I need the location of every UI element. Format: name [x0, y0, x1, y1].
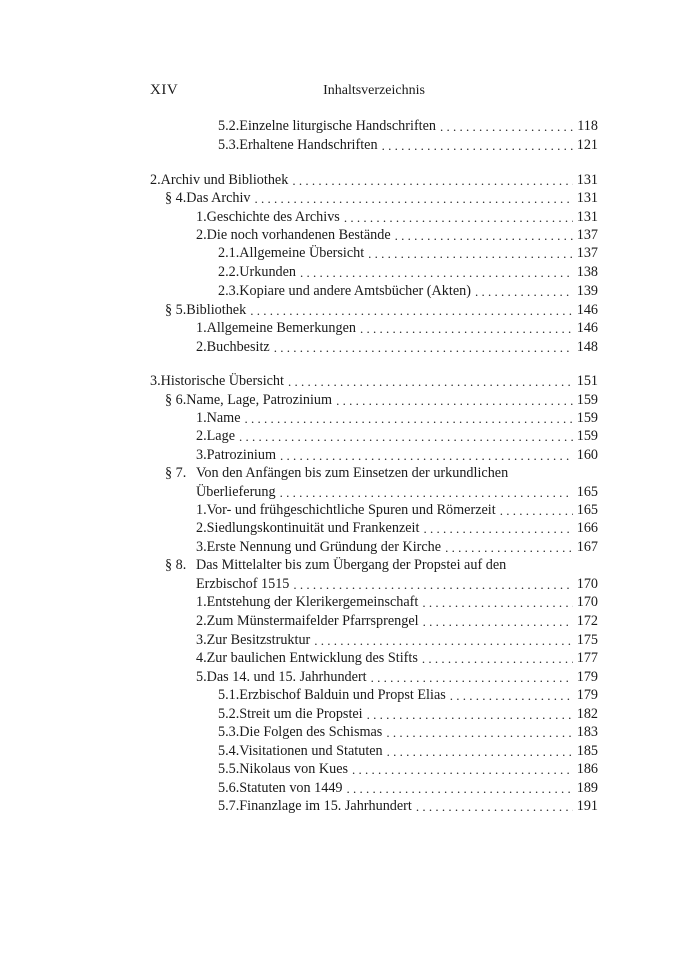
- toc-entry: [218, 136, 598, 155]
- toc-entry-title: Zur Besitzstruktur: [206, 632, 311, 648]
- toc-entry: [196, 575, 598, 594]
- toc-entry-number: 2.: [196, 428, 207, 444]
- toc-entry-title: Die noch vorhandenen Bestände: [206, 227, 391, 243]
- dot-leader: [280, 483, 573, 502]
- toc-entry: [196, 409, 598, 428]
- page-number: XIV: [150, 82, 179, 98]
- toc-entry-number: 3.: [196, 539, 207, 555]
- toc-entry-number: 1.: [196, 320, 207, 336]
- toc-entry-page: 138: [576, 264, 598, 280]
- toc-entry-page: 165: [576, 502, 598, 518]
- toc-entry: [196, 226, 598, 245]
- dot-leader: [245, 409, 573, 428]
- toc-entry-title: Name: [206, 410, 241, 426]
- toc-entry-number: 5.3.: [218, 137, 240, 153]
- toc-entry-title: Kopiare und andere Amtsbücher (Akten): [239, 283, 471, 299]
- toc-entry-page: 179: [576, 669, 598, 685]
- dot-leader: [293, 575, 572, 594]
- toc-entry-page: 146: [576, 302, 598, 318]
- toc-entry: [196, 427, 598, 446]
- dot-leader: [423, 519, 572, 538]
- toc-entry: [150, 171, 598, 190]
- toc-entry: [196, 446, 598, 465]
- toc-entry-number: 5.2.: [218, 118, 240, 134]
- toc-entry-title: Buchbesitz: [206, 339, 270, 355]
- toc-entry-title: Einzelne liturgische Handschriften: [239, 118, 437, 134]
- dot-leader: [352, 760, 573, 779]
- toc-entry: [165, 464, 598, 483]
- toc-entry-title: Erzbischof 1515: [196, 576, 290, 592]
- dot-leader: [336, 391, 573, 410]
- dot-leader: [292, 171, 572, 190]
- toc-entry: [196, 519, 598, 538]
- toc-entry: [196, 319, 598, 338]
- toc-entry: [196, 501, 598, 520]
- toc-entry-page: 183: [576, 724, 598, 740]
- toc-entry-page: 131: [576, 190, 598, 206]
- toc-entry-page: 186: [576, 761, 598, 777]
- toc-entry-number: 5.7.: [218, 798, 240, 814]
- toc-entry: [196, 338, 598, 357]
- toc-entry-number: 2.: [196, 613, 207, 629]
- toc-entry-page: 137: [576, 245, 598, 261]
- toc-entry: [165, 301, 598, 320]
- toc-entry-title: Von den Anfängen bis zum Einsetzen der urkundlichen: [196, 465, 509, 481]
- toc-entry-title: Name, Lage, Patrozinium: [186, 392, 333, 408]
- page-header: [150, 82, 598, 102]
- toc-entry-title: Das Archiv: [186, 190, 251, 206]
- toc-entry-title: Allgemeine Übersicht: [239, 245, 365, 261]
- toc-entry-number: § 6.: [165, 392, 187, 408]
- toc-entry: [196, 612, 598, 631]
- toc-entry-title: Vor- und frühgeschichtliche Spuren und Römerzeit: [206, 502, 496, 518]
- toc-entry-title: Historische Übersicht: [160, 373, 284, 389]
- toc-entry-page: 189: [576, 780, 598, 796]
- dot-leader: [368, 244, 573, 263]
- toc-entry-number: 1.: [196, 594, 207, 610]
- dot-leader: [450, 686, 573, 705]
- dot-leader: [239, 427, 573, 446]
- toc-entry-number: 2.: [196, 339, 207, 355]
- toc-entry-title: Statuten von 1449: [239, 780, 343, 796]
- toc-entry-page: 179: [576, 687, 598, 703]
- toc-entry: [165, 391, 598, 410]
- toc-entry-title: Finanzlage im 15. Jahrhundert: [239, 798, 412, 814]
- toc-entry-number: 2.: [196, 520, 207, 536]
- toc-entry-page: 172: [576, 613, 598, 629]
- dot-leader: [422, 593, 572, 612]
- toc-entry-number: 1.: [196, 410, 207, 426]
- toc-entry-number: 1.: [196, 502, 207, 518]
- toc-entry-number: 3.: [196, 632, 207, 648]
- toc-entry-page: 166: [576, 520, 598, 536]
- toc-entry-title: Überlieferung: [196, 484, 276, 500]
- dot-leader: [280, 446, 573, 465]
- dot-leader: [274, 338, 573, 357]
- toc-entry: [196, 538, 598, 557]
- dot-leader: [255, 189, 573, 208]
- toc-entry-title: Archiv und Bibliothek: [160, 172, 289, 188]
- toc-entry-number: 5.6.: [218, 780, 240, 796]
- toc-entry: [218, 742, 598, 761]
- toc-entry: [196, 649, 598, 668]
- toc-entry-title: Bibliothek: [186, 302, 247, 318]
- toc-entry-number: 3.: [150, 373, 161, 389]
- dot-leader: [360, 319, 573, 338]
- dot-leader: [371, 668, 573, 687]
- toc-entry-title: Das 14. und 15. Jahrhundert: [206, 669, 367, 685]
- dot-leader: [386, 723, 572, 742]
- toc-entry-title: Visitationen und Statuten: [239, 743, 383, 759]
- toc-entry-page: 118: [577, 118, 598, 134]
- toc-entry-number: 1.: [196, 209, 207, 225]
- toc-entry-page: 175: [576, 632, 598, 648]
- dot-leader: [440, 117, 573, 136]
- toc-entry: [196, 668, 598, 687]
- toc-entry-title: Entstehung der Klerikergemeinschaft: [206, 594, 419, 610]
- toc-entry: [165, 556, 598, 575]
- toc-entry-number: 5.: [196, 669, 207, 685]
- toc-entry: [218, 779, 598, 798]
- toc-entry-title: Patrozinium: [206, 447, 276, 463]
- toc-entry: [196, 208, 598, 227]
- dot-leader: [423, 612, 573, 631]
- toc-entry-page: 139: [576, 283, 598, 299]
- toc-entry-number: 5.2.: [218, 706, 240, 722]
- toc-entry-number: 4.: [196, 650, 207, 666]
- dot-leader: [387, 742, 573, 761]
- toc-entry-number: 3.: [196, 447, 207, 463]
- toc-entry-page: 177: [576, 650, 598, 666]
- toc-entry-number: 5.1.: [218, 687, 240, 703]
- toc-entry: [218, 723, 598, 742]
- toc-entry-page: 170: [576, 594, 598, 610]
- dot-leader: [300, 263, 573, 282]
- toc-entry-page: 167: [576, 539, 598, 555]
- toc-entry-title: Streit um die Propstei: [239, 706, 363, 722]
- toc-entry-page: 182: [576, 706, 598, 722]
- toc-entry-page: 160: [576, 447, 598, 463]
- toc-entry-page: 131: [576, 172, 598, 188]
- dot-leader: [347, 779, 573, 798]
- toc-entry: [218, 686, 598, 705]
- toc-entry-page: 159: [576, 428, 598, 444]
- toc-entry: [218, 797, 598, 816]
- toc-entry: [150, 372, 598, 391]
- toc-entry: [196, 631, 598, 650]
- toc-entry-number: 5.3.: [218, 724, 240, 740]
- toc-entry-title: Die Folgen des Schismas: [239, 724, 383, 740]
- toc-entry-number: 2.: [150, 172, 161, 188]
- toc-entry-page: 159: [576, 392, 598, 408]
- dot-leader: [475, 282, 573, 301]
- toc-entry-page: 159: [576, 410, 598, 426]
- dot-leader: [344, 208, 573, 227]
- dot-leader: [288, 372, 573, 391]
- toc-entry-title: Geschichte des Archivs: [206, 209, 340, 225]
- toc-entry: [218, 117, 598, 136]
- dot-leader: [445, 538, 573, 557]
- toc-entry-title: Erste Nennung und Gründung der Kirche: [206, 539, 442, 555]
- dot-leader: [395, 226, 573, 245]
- dot-leader: [314, 631, 572, 650]
- toc-entry-title: Urkunden: [239, 264, 297, 280]
- toc-entry-title: Erzbischof Balduin und Propst Elias: [239, 687, 446, 703]
- toc-entry-title: Zur baulichen Entwicklung des Stifts: [206, 650, 418, 666]
- toc-entry-page: 137: [576, 227, 598, 243]
- toc-entry-number: 2.2.: [218, 264, 240, 280]
- toc-entry: [218, 760, 598, 779]
- toc-entry: [165, 189, 598, 208]
- dot-leader: [250, 301, 573, 320]
- toc-entry-page: 170: [576, 576, 598, 592]
- toc-entry-page: 191: [576, 798, 598, 814]
- toc-entry-number: § 8.: [165, 557, 187, 573]
- toc-entry: [218, 263, 598, 282]
- toc-entry: [196, 483, 598, 502]
- running-title: Inhaltsverzeichnis: [323, 83, 425, 98]
- toc-entry-title: Lage: [206, 428, 235, 444]
- toc-entry-page: 185: [576, 743, 598, 759]
- toc-entry-page: 148: [576, 339, 598, 355]
- toc-entry-title: Nikolaus von Kues: [239, 761, 349, 777]
- toc-entry-number: § 7.: [165, 465, 187, 481]
- toc-entry-number: § 5.: [165, 302, 187, 318]
- toc-entry-title: Das Mittelalter bis zum Übergang der Propstei auf den: [196, 557, 507, 573]
- toc-entry-number: 2.3.: [218, 283, 240, 299]
- toc-entry: [196, 593, 598, 612]
- dot-leader: [422, 649, 573, 668]
- toc-entry-number: 5.5.: [218, 761, 240, 777]
- toc-entry-page: 146: [576, 320, 598, 336]
- toc-entry-title: Siedlungskontinuität und Frankenzeit: [206, 520, 420, 536]
- toc-entry-number: § 4.: [165, 190, 187, 206]
- toc-entry-title: Erhaltene Handschriften: [239, 137, 378, 153]
- toc-entry-number: 5.4.: [218, 743, 240, 759]
- toc-entry-number: 2.1.: [218, 245, 240, 261]
- toc-entry-page: 165: [576, 484, 598, 500]
- toc-entry: [218, 705, 598, 724]
- toc-entry-page: 121: [576, 137, 598, 153]
- toc-entry: [218, 244, 598, 263]
- dot-leader: [382, 136, 573, 155]
- dot-leader: [416, 797, 573, 816]
- toc-entry-title: Allgemeine Bemerkungen: [206, 320, 356, 336]
- toc-entry-number: 2.: [196, 227, 207, 243]
- toc-entry-page: 131: [576, 209, 598, 225]
- toc-entry: [218, 282, 598, 301]
- toc-entry-title: Zum Münstermaifelder Pfarrsprengel: [206, 613, 419, 629]
- toc-entry-page: 151: [576, 373, 598, 389]
- dot-leader: [500, 501, 573, 520]
- dot-leader: [367, 705, 573, 724]
